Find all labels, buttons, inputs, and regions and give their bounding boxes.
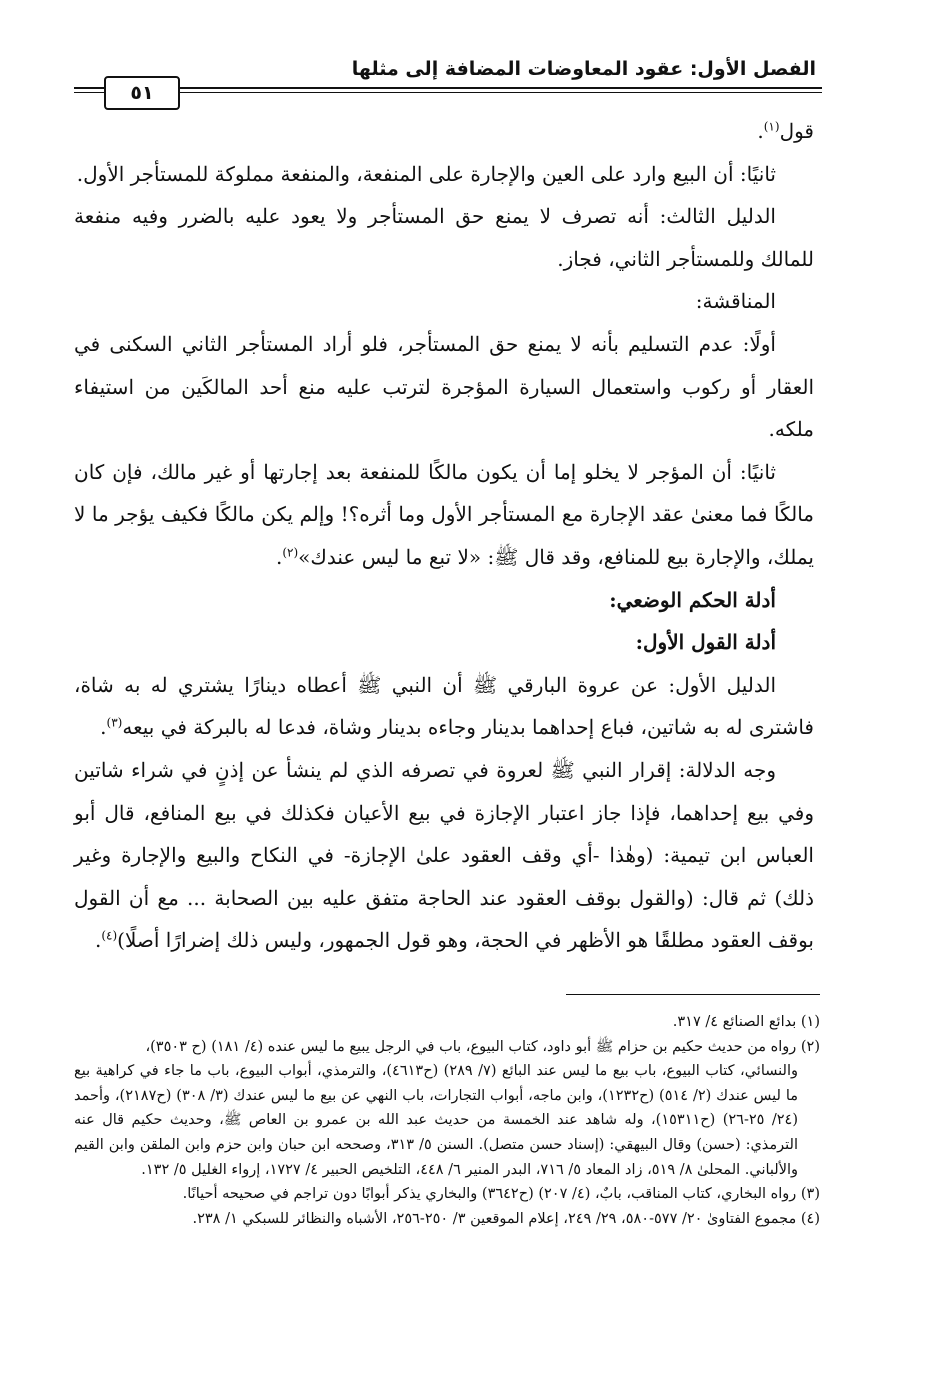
paragraph-1-end: .: [757, 119, 764, 143]
paragraph-7-end: .: [100, 715, 107, 740]
section-heading-2: أدلة القول الأول:: [635, 630, 776, 655]
paragraph-3: الدليل الثالث: أنه تصرف لا يمنع حق المستأجر ولا يعود عليه بالضرر وفيه منفعة للمالك وللمستأجر الثاني، فجاز.: [74, 204, 814, 271]
paragraph-8-text: وجه الدلالة: إقرار النبي ﷺ لعروة في تصرفه الذي لم ينشأ عن إذنٍ في شراء شاتين وفي بيع إحداهما، فإذا جاز اعتبار الإجازة في بيع الأعيان فكذلك في بيع المنافع، قال أبو العباس ابن تيمية: (وهٰذا -أي وقف العقود علىٰ الإجازة- في النكاح والبيع والإجارة وغير ذلك) ثم قال: (والقول بوقف العقود عند الحاجة متفق عليه بين الصحابة ... مع أن القول بوقف العقود مطلقًا هو الأظهر في الحجة، وهو قول الجمهور، وليس ذلك إضرارًا أصلًا): [74, 757, 814, 953]
paragraph-7-text: الدليل الأول: عن عروة البارقي ﷺ أن النبي ﷺ أعطاه دينارًا يشتري له به شاة، فاشترى له به شاتين، فباع إحداهما بدينار وجاءه بدينار وشاة، فدعا له بالبركة في بيعه: [74, 672, 814, 740]
footnote-2-first-line: (٢) رواه من حديث حكيم بن حزام ﷺ أبو داود، كتاب البيوع، باب في الرجل يبيع ما ليس عنده (٤/ ١٨١) (ح ٣٥٠٣)،: [145, 1038, 820, 1055]
header-rule-thin: [74, 92, 822, 93]
paragraph-5: أولًا: عدم التسليم بأنه لا يمنع حق المستأجر، فلو أراد المستأجر الثاني السكنى في العقار أو ركوب واستعمال السيارة المؤجرة لترتب عليه منع أحد المالكَين من استيفاء ملكه.: [74, 331, 814, 442]
paragraph-2: ثانيًا: أن البيع وارد على العين والإجارة على المنفعة، والمنفعة مملوكة للمستأجر الأول.: [76, 161, 776, 186]
footnote-ref-4: (٤): [101, 928, 118, 943]
paragraph-7: [74, 664, 814, 749]
discussion-label: المناقشة:: [695, 289, 776, 314]
paragraph-8-end: .: [94, 928, 102, 953]
footnote-ref-2: (٢): [282, 545, 299, 560]
section-heading-1: أدلة الحكم الوضعي:: [609, 587, 776, 612]
main-text: [74, 110, 814, 962]
footnote-1: (١) بدائع الصنائع ٤/ ٣١٧.: [672, 1014, 820, 1030]
footnotes: [74, 1010, 820, 1231]
footnote-2-continuation: والنسائي، كتاب البيوع، باب بيع ما ليس عند البائع (٧/ ٢٨٩) (ح٤٦١٣)، والترمذي، أبواب البيوع، باب ما جاء في كراهية بيع ما ليس عندك (٢/ ٥١٤) (ح١٢٣٢)، وابن ماجه، أبواب التجارات، باب النهي عن بيع ما ليس عندك (٣/ ٣٠٨) (ح٢١٨٧)، وأحمد (٢٤/ ٢٥-٢٦) (ح١٥٣١١)، وله شاهد عند الخمسة من حديث عبد الله بن عمرو بن العاص ﷺ، وحديث حكيم قال عنه الترمذي: (حسن) وقال البيهقي: (إسناد حسن متصل). السنن ٥/ ٣١٣، وصححه ابن حبان وابن حزم وابن الملقن وابن القيم والألباني. المحلىٰ ٨/ ٥١٩، زاد المعاد ٥/ ٧١٦، البدر المنير ٦/ ٤٤٨، التلخيص الحبير ٤/ ١٧٢٧، إرواء الغليل ٥/ ١٣٢.: [74, 1063, 799, 1178]
footnote-3: (٣) رواه البخاري، كتاب المناقب، بابٌ، (٤/ ٢٠٧) (ح٣٦٤٢) والبخاري يذكر أبوابًا دون تراجم في صحيحه أحيانًا.: [182, 1186, 820, 1203]
paragraph-6-end: .: [275, 544, 283, 569]
footnote-4: (٤) مجموع الفتاوىٰ ٢٠/ ٥٧٧-٥٨٠، ٢٩/ ٢٤٩، إعلام الموقعين ٣/ ٢٥٠-٢٥٦، الأشباه والنظائر للسبكي ١/ ٢٣٨.: [192, 1210, 820, 1227]
paragraph-6-text: ثانيًا: أن المؤجر لا يخلو إما أن يكون مالكًا للمنفعة بعد إجارتها أو غير مالك، فإن كان مالكًا فما معنىٰ عقد الإجارة مع المستأجر الأول وما أثره؟! وإلم يكن مالكًا فكيف يؤجر ما لا يملك، والإجارة بيع للمنافع، وقد قال ﷺ: «لا تبع ما ليس عندك»: [74, 459, 814, 569]
paragraph-8: [74, 749, 814, 962]
paragraph-1-text: قول: [779, 119, 814, 143]
header-rule-thick: [74, 87, 822, 89]
running-header-title: الفصل الأول: عقود المعاوضات المضافة إلى مثلها: [351, 58, 816, 80]
footnote-ref-1: (١): [763, 119, 780, 134]
paragraph-6: [74, 451, 814, 579]
footnote-separator: [566, 994, 820, 995]
paragraph-1: [74, 110, 814, 153]
footnote-ref-3: (٣): [106, 715, 123, 730]
page-number: ٥١: [104, 76, 180, 110]
